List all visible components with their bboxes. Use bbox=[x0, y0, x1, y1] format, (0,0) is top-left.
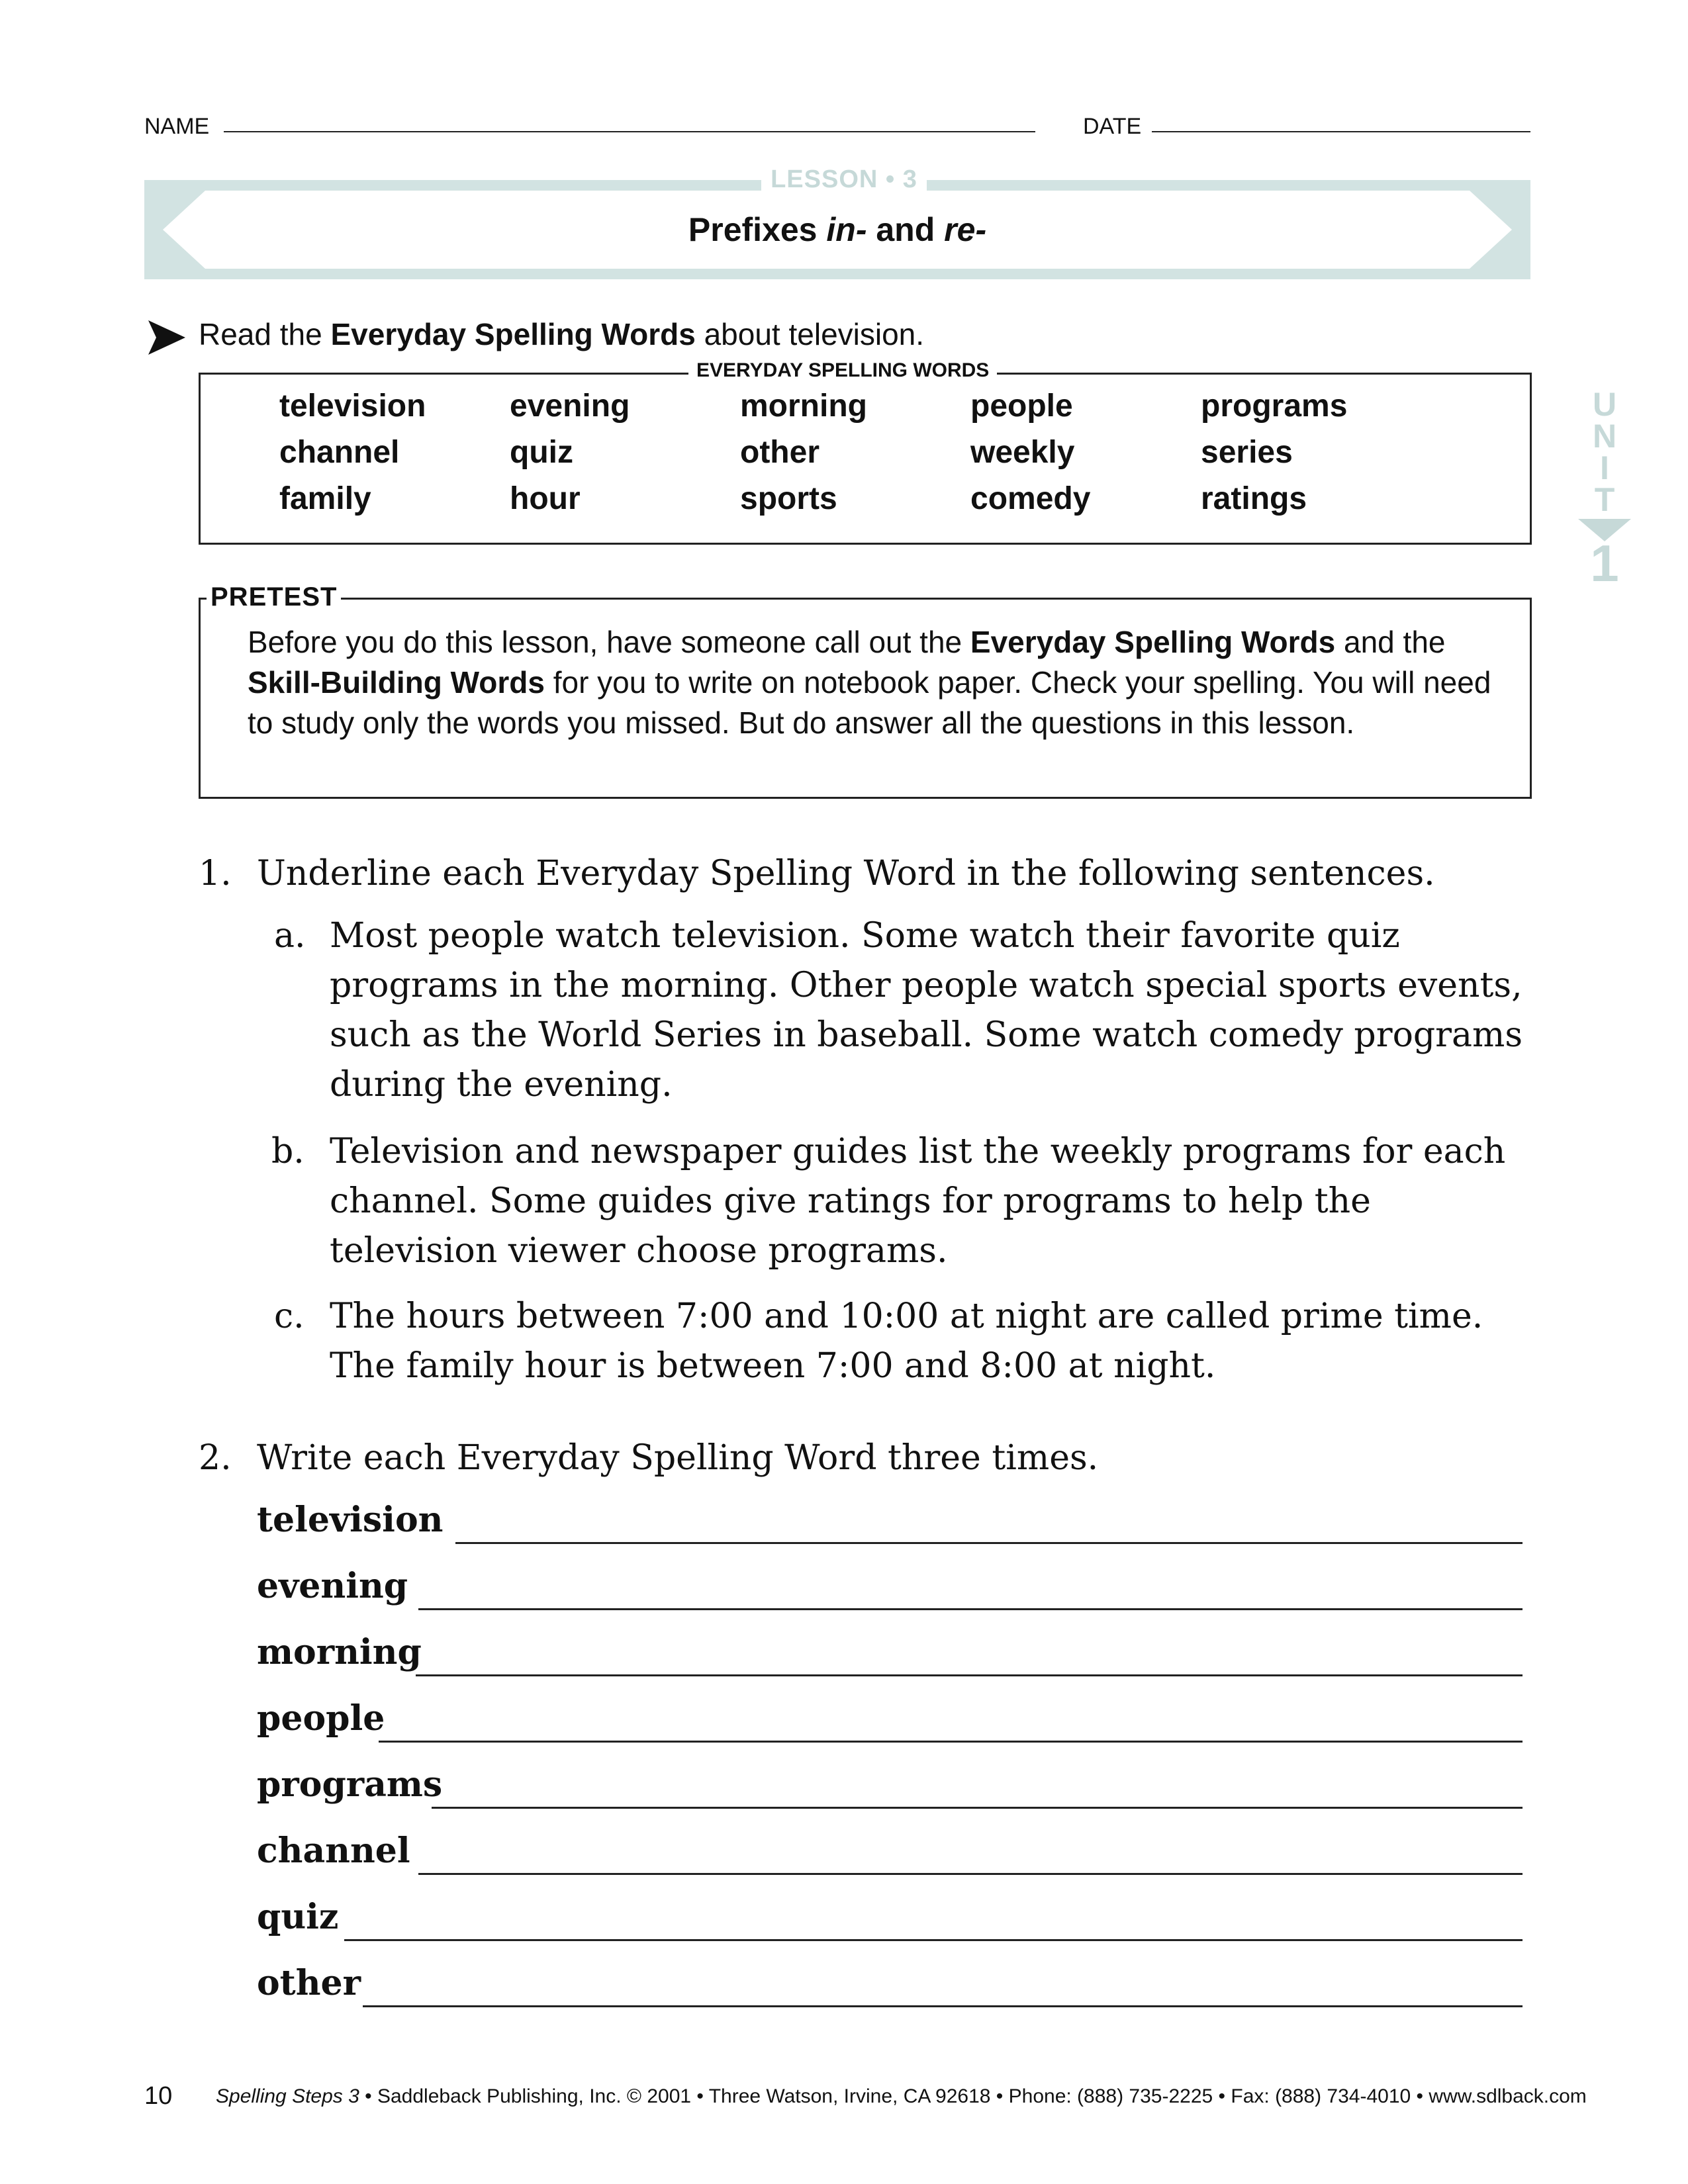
question-part-letter: c. bbox=[274, 1297, 305, 1336]
word-item: weekly bbox=[970, 435, 1075, 470]
word-item: sports bbox=[740, 481, 837, 516]
write-word-label: evening bbox=[257, 1566, 408, 1606]
instruction-text: Read the Everyday Spelling Words about television. bbox=[199, 317, 925, 351]
write-line-input[interactable] bbox=[418, 1608, 1523, 1610]
question-1-text: Underline each Everyday Spelling Word in the following sentences. bbox=[257, 854, 1435, 893]
name-label: NAME bbox=[144, 114, 210, 139]
lesson-title: Prefixes in- and re- bbox=[688, 211, 987, 248]
pretest-label: PRETEST bbox=[207, 582, 341, 612]
name-field[interactable] bbox=[224, 131, 1035, 132]
write-word-label: morning bbox=[257, 1632, 422, 1672]
write-word-label: people bbox=[257, 1698, 385, 1739]
word-item: people bbox=[970, 388, 1073, 424]
date-field[interactable] bbox=[1152, 131, 1530, 132]
word-item: morning bbox=[740, 388, 867, 424]
spelling-words-label: EVERYDAY SPELLING WORDS bbox=[688, 359, 997, 382]
unit-tab-letter: N bbox=[1592, 418, 1617, 455]
arrow-bullet-icon bbox=[147, 319, 187, 356]
word-item: television bbox=[279, 388, 426, 424]
unit-tab-number: 1 bbox=[1590, 534, 1619, 592]
write-word-label: quiz bbox=[257, 1897, 339, 1937]
question-part-text: The hours between 7:00 and 10:00 at night are called prime time. The family hour is between 7:00 and 8:00 at night. bbox=[330, 1297, 1483, 1386]
pretest-text: Before you do this lesson, have someone call out the Everyday Spelling Words and the Skill-Building Words for you to write on notebook paper. Check your spelling. You will need to study only the words you missed. But do answer all the questions in this lesson. bbox=[248, 625, 1491, 740]
word-item: hour bbox=[510, 481, 581, 516]
word-item: family bbox=[279, 481, 371, 516]
write-line-input[interactable] bbox=[363, 2005, 1523, 2007]
write-word-label: programs bbox=[257, 1764, 443, 1805]
question-number: 1. bbox=[199, 854, 232, 893]
word-item: quiz bbox=[510, 435, 573, 470]
question-part-text: Most people watch television. Some watch their favorite quiz programs in the morning. Other people watch special sports events, such as the World Series in baseball. Some watch comedy programs during the evening. bbox=[330, 916, 1523, 1105]
write-line-input[interactable] bbox=[416, 1674, 1523, 1676]
write-word-label: television bbox=[257, 1500, 444, 1540]
word-item: programs bbox=[1201, 388, 1348, 424]
word-item: channel bbox=[279, 435, 400, 470]
write-line-input[interactable] bbox=[418, 1873, 1523, 1875]
question-2-number: 2. bbox=[199, 1438, 232, 1478]
date-label: DATE bbox=[1083, 114, 1142, 139]
question-part-letter: a. bbox=[274, 916, 306, 956]
question-2-text: Write each Everyday Spelling Word three times. bbox=[257, 1438, 1099, 1478]
write-word-label: other bbox=[257, 1963, 361, 2003]
word-item: series bbox=[1201, 435, 1293, 470]
question-part-letter: b. bbox=[271, 1132, 305, 1171]
unit-tab-letter: I bbox=[1600, 449, 1609, 486]
question-1 bbox=[199, 849, 232, 899]
question-part-text: Television and newspaper guides list the weekly programs for each channel. Some guides give ratings for programs to help the television viewer choose programs. bbox=[330, 1132, 1506, 1271]
word-item: evening bbox=[510, 388, 630, 424]
word-item: comedy bbox=[970, 481, 1091, 516]
write-line-input[interactable] bbox=[379, 1741, 1523, 1743]
page-number: 10 bbox=[144, 2082, 173, 2110]
unit-tab-letter: T bbox=[1594, 481, 1615, 518]
write-line-input[interactable] bbox=[455, 1542, 1523, 1544]
write-line-input[interactable] bbox=[344, 1939, 1523, 1941]
write-line-input[interactable] bbox=[432, 1807, 1523, 1809]
lesson-label: LESSON • 3 bbox=[0, 165, 1688, 194]
word-item: other bbox=[740, 435, 820, 470]
footer-credits: Spelling Steps 3 • Saddleback Publishing, Inc. © 2001 • Three Watson, Irvine, CA 92618 • Phone: (888) 735-2225 • Fax: (888) 734-4010 • www.sdlback.com bbox=[216, 2085, 1587, 2107]
write-word-label: channel bbox=[257, 1831, 410, 1871]
unit-tab-letter: U bbox=[1592, 386, 1617, 423]
word-item: ratings bbox=[1201, 481, 1307, 516]
